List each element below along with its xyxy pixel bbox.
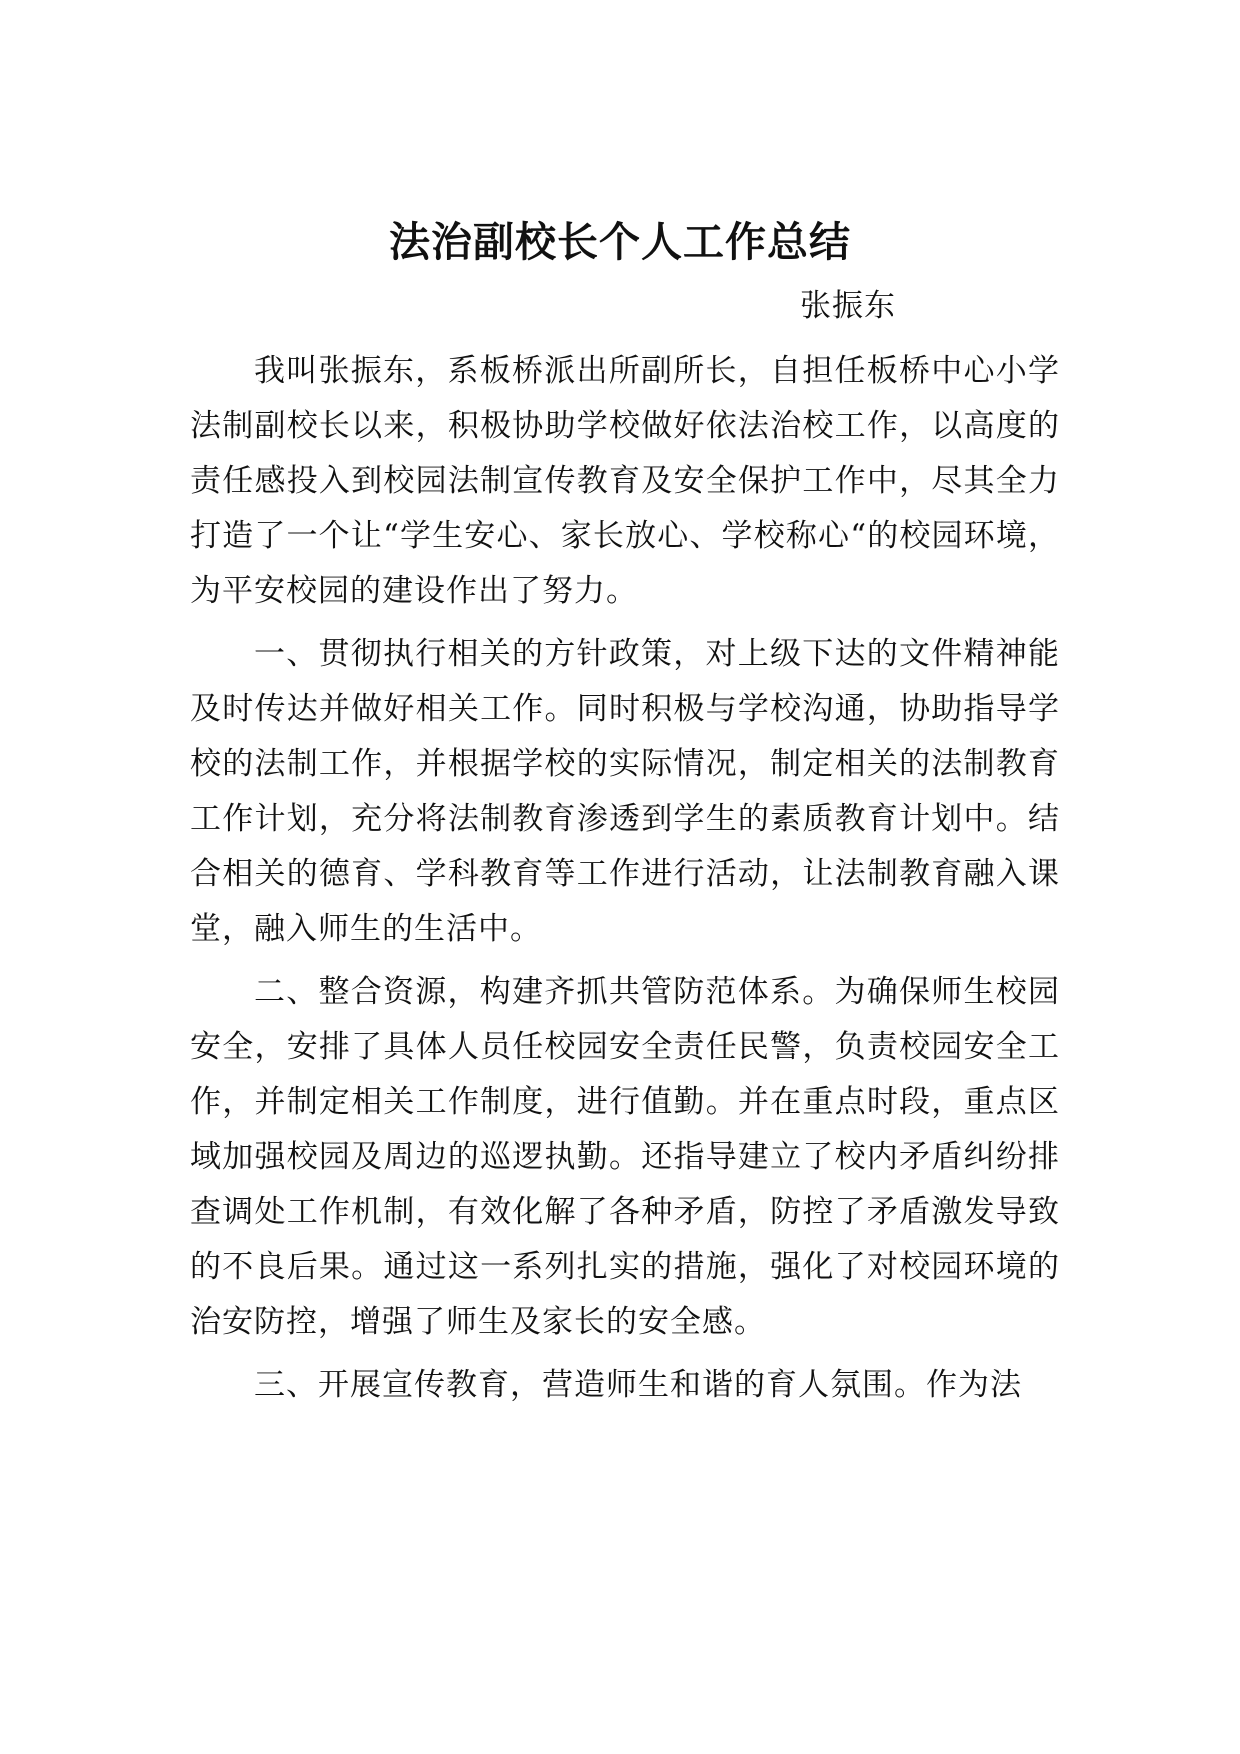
paragraph-intro: 我叫张振东，系板桥派出所副所长，自担任板桥中心小学法制副校长以来，积极协助学校做好依法治校工作，以高度的责任感投入到校园法制宣传教育及安全保护工作中，尽其全力打造了一个让“学生安心、家长放心、学校称心“的校园环境，为平安校园的建设作出了努力。 — [190, 353, 1060, 609]
paragraph-section-2: 二、整合资源，构建齐抓共管防范体系。为确保师生校园安全，安排了具体人员任校园安全责任民警，负责校园安全工作，并制定相关工作制度，进行值勤。并在重点时段，重点区域加强校园及周边的巡逻执勤。还指导建立了校内矛盾纠纷排查调处工作机制，有效化解了各种矛盾，防控了矛盾激发导致的不良后果。通过这一系列扎实的措施，强化了对校园环境的治安防控，增强了师生及家长的安全感。 — [190, 974, 1060, 1340]
document-title: 法治副校长个人工作总结 — [389, 218, 851, 266]
document-body — [190, 344, 1060, 1421]
author-name: 张振东 — [800, 288, 896, 324]
paragraph-section-1: 一、贯彻执行相关的方针政策，对上级下达的文件精神能及时传达并做好相关工作。同时积极与学校沟通，协助指导学校的法制工作，并根据学校的实际情况，制定相关的法制教育工作计划，充分将法制教育渗透到学生的素质教育计划中。结合相关的德育、学科教育等工作进行活动，让法制教育融入课堂，融入师生的生活中。 — [190, 636, 1060, 947]
paragraph-section-3: 三、开展宣传教育，营造师生和谐的育人氛围。作为法 — [254, 1367, 1022, 1403]
